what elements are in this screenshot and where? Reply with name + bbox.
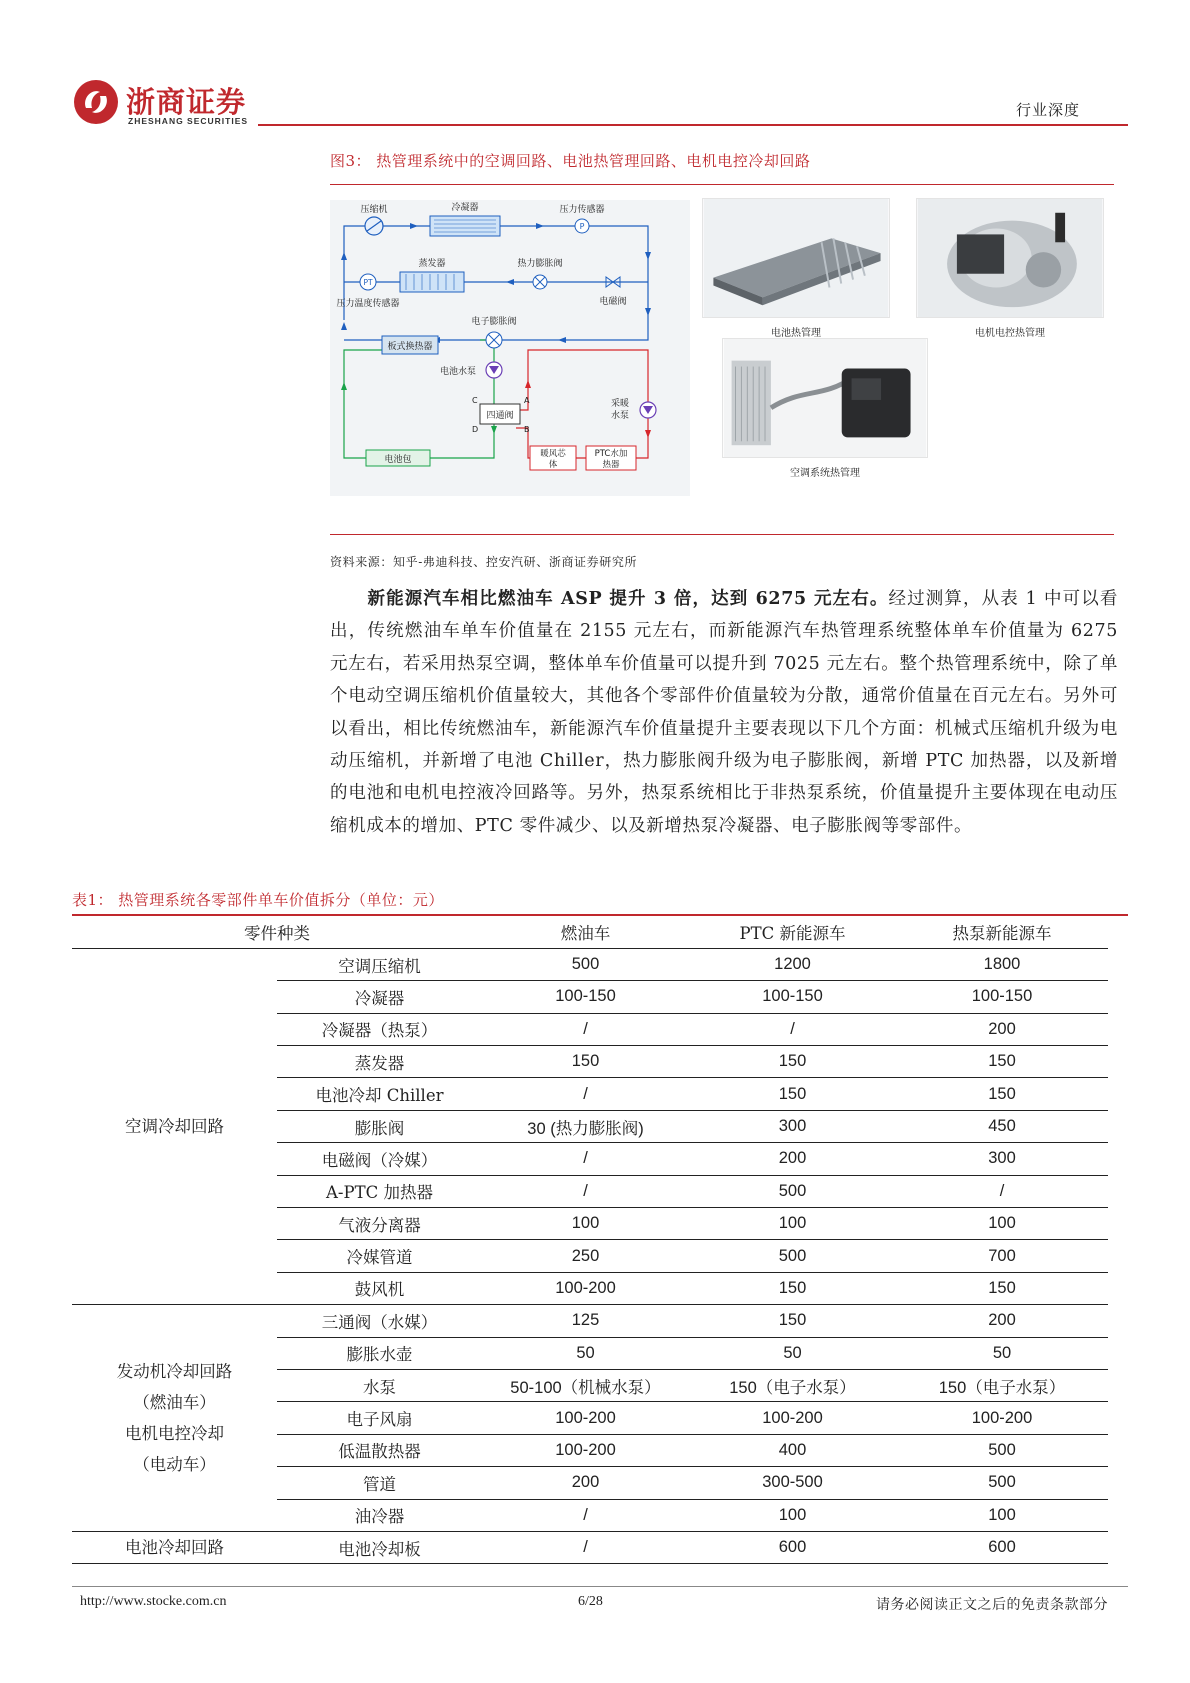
label-heating-pump-2: 水泵 bbox=[610, 411, 630, 421]
value-cell: 200 bbox=[896, 1305, 1108, 1337]
label-ptc-heater-2: 热器 bbox=[602, 460, 620, 470]
table-header-row bbox=[72, 916, 1108, 948]
value-cell: 500 bbox=[482, 948, 689, 980]
value-cell: 50 bbox=[482, 1337, 689, 1369]
value-cell: 150 bbox=[689, 1046, 896, 1078]
label-port-d: D bbox=[472, 425, 479, 434]
value-cell: 100 bbox=[896, 1499, 1108, 1531]
table-body bbox=[72, 948, 1108, 1563]
part-name-cell: A-PTC 加热器 bbox=[277, 1175, 482, 1207]
motor-thermal-photo bbox=[916, 198, 1104, 318]
label-port-a: A bbox=[524, 396, 530, 405]
photo-label-battery: 电池热管理 bbox=[771, 328, 821, 339]
value-cell: 100 bbox=[689, 1208, 896, 1240]
category-cell bbox=[72, 1531, 277, 1563]
value-cell: 700 bbox=[896, 1240, 1108, 1272]
part-name-cell: 管道 bbox=[277, 1467, 482, 1499]
part-name-cell: 鼓风机 bbox=[277, 1272, 482, 1304]
part-name-cell: 电磁阀（冷媒） bbox=[277, 1143, 482, 1175]
table-row bbox=[72, 948, 1108, 980]
label-eev: 电子膨胀阀 bbox=[471, 317, 517, 327]
hvac-thermal-photo bbox=[722, 338, 928, 458]
value-cell: 100-200 bbox=[482, 1272, 689, 1304]
part-name-cell: 蒸发器 bbox=[277, 1046, 482, 1078]
value-cell: 100 bbox=[482, 1208, 689, 1240]
value-cell: 150 bbox=[896, 1046, 1108, 1078]
footer-url[interactable]: http://www.stocke.com.cn bbox=[80, 1594, 227, 1609]
value-cell: 125 bbox=[482, 1305, 689, 1337]
value-cell: 100-150 bbox=[482, 981, 689, 1013]
label-pt: PT bbox=[363, 278, 373, 287]
value-cell: 150 bbox=[482, 1046, 689, 1078]
part-name-cell: 膨胀阀 bbox=[277, 1110, 482, 1142]
photo-label-hvac: 空调系统热管理 bbox=[790, 468, 860, 479]
table-row bbox=[72, 1531, 1108, 1563]
header-divider bbox=[258, 124, 1128, 126]
label-port-c: C bbox=[472, 396, 478, 405]
value-table bbox=[72, 916, 1108, 1564]
value-cell: 200 bbox=[482, 1467, 689, 1499]
table-caption: 表1： 热管理系统各零部件单车价值拆分（单位：元） bbox=[72, 891, 444, 909]
label-four-way-valve: 四通阀 bbox=[486, 411, 514, 421]
label-plate-hx: 板式换热器 bbox=[387, 342, 433, 352]
label-battery-pack: 电池包 bbox=[384, 455, 412, 465]
category-line: 空调冷却回路 bbox=[125, 1117, 224, 1137]
part-name-cell: 膨胀水壶 bbox=[277, 1337, 482, 1369]
value-cell: 100-200 bbox=[482, 1434, 689, 1466]
value-cell: 100-150 bbox=[689, 981, 896, 1013]
part-name-cell: 电池冷却 Chiller bbox=[277, 1078, 482, 1110]
figure-source: 资料来源：知乎-弗迪科技、控安汽研、浙商证券研究所 bbox=[330, 555, 638, 569]
label-txv: 热力膨胀阀 bbox=[517, 259, 563, 269]
figure-area bbox=[330, 198, 1114, 528]
value-cell: 400 bbox=[689, 1434, 896, 1466]
category-line: 电池冷却回路 bbox=[125, 1538, 224, 1558]
value-cell: 300 bbox=[896, 1143, 1108, 1175]
header-ice: 燃油车 bbox=[482, 916, 689, 948]
value-cell: 100 bbox=[689, 1499, 896, 1531]
value-cell: / bbox=[482, 1499, 689, 1531]
page-number: 6/28 bbox=[578, 1594, 603, 1609]
value-cell: 600 bbox=[896, 1531, 1108, 1563]
label-battery-pump: 电池水泵 bbox=[439, 367, 477, 377]
value-cell: / bbox=[896, 1175, 1108, 1207]
value-cell: 300 bbox=[689, 1110, 896, 1142]
value-cell: 100-200 bbox=[482, 1402, 689, 1434]
value-cell: / bbox=[482, 1078, 689, 1110]
label-solenoid: 电磁阀 bbox=[599, 297, 627, 307]
value-cell: / bbox=[482, 1013, 689, 1045]
label-evaporator: 蒸发器 bbox=[418, 259, 446, 269]
category-line: （电动车） bbox=[133, 1455, 216, 1475]
battery-thermal-photo bbox=[702, 198, 890, 318]
value-cell: / bbox=[482, 1531, 689, 1563]
value-cell: 100-200 bbox=[689, 1402, 896, 1434]
part-name-cell: 油冷器 bbox=[277, 1499, 482, 1531]
part-name-cell: 三通阀（水媒） bbox=[277, 1305, 482, 1337]
category-line: （燃油车） bbox=[133, 1393, 216, 1413]
footer-disclaimer: 请务必阅读正文之后的免责条款部分 bbox=[876, 1597, 1108, 1613]
figure-bottom-divider bbox=[330, 534, 1114, 535]
value-cell: 150 bbox=[896, 1272, 1108, 1304]
label-pressure-sensor: 压力传感器 bbox=[559, 205, 605, 215]
report-type-tag: 行业深度 bbox=[1015, 101, 1080, 119]
category-line: 电机电控冷却 bbox=[125, 1424, 224, 1444]
part-name-cell: 冷凝器 bbox=[277, 981, 482, 1013]
value-cell: / bbox=[689, 1013, 896, 1045]
value-cell: / bbox=[482, 1143, 689, 1175]
part-name-cell: 气液分离器 bbox=[277, 1208, 482, 1240]
label-pt-sensor: 压力温度传感器 bbox=[336, 299, 400, 309]
body-paragraph bbox=[330, 583, 1118, 842]
part-name-cell: 冷媒管道 bbox=[277, 1240, 482, 1272]
value-cell: 150 bbox=[896, 1078, 1108, 1110]
photo-label-motor: 电机电控热管理 bbox=[975, 328, 1045, 339]
value-cell: 450 bbox=[896, 1110, 1108, 1142]
value-cell: 50-100（机械水泵） bbox=[482, 1369, 689, 1401]
brand-mark-icon bbox=[72, 78, 120, 126]
value-cell: 500 bbox=[689, 1175, 896, 1207]
brand-name-cn: 浙商证券 bbox=[126, 85, 247, 119]
label-heater-core-2: 体 bbox=[548, 460, 558, 470]
value-cell: 200 bbox=[689, 1143, 896, 1175]
figure-top-divider bbox=[330, 184, 1114, 185]
part-name-cell: 冷凝器（热泵） bbox=[277, 1013, 482, 1045]
value-cell: 150 bbox=[689, 1305, 896, 1337]
value-cell: 150 bbox=[689, 1078, 896, 1110]
value-cell: 100-200 bbox=[896, 1402, 1108, 1434]
label-compressor: 压缩机 bbox=[360, 205, 388, 215]
part-name-cell: 电池冷却板 bbox=[277, 1531, 482, 1563]
value-cell: 600 bbox=[689, 1531, 896, 1563]
value-cell: 150（电子水泵） bbox=[689, 1369, 896, 1401]
value-cell: 500 bbox=[689, 1240, 896, 1272]
value-cell: 1200 bbox=[689, 948, 896, 980]
value-cell: 30 (热力膨胀阀) bbox=[482, 1110, 689, 1142]
footer-divider bbox=[72, 1586, 1128, 1587]
part-name-cell: 水泵 bbox=[277, 1369, 482, 1401]
paragraph-lead: 新能源汽车相比燃油车 ASP 提升 3 倍，达到 6275 元左右。 bbox=[367, 589, 889, 609]
part-name-cell: 电子风扇 bbox=[277, 1402, 482, 1434]
label-ptc-heater-1: PTC水加 bbox=[594, 449, 628, 459]
paragraph-body: 经过测算，从表 1 中可以看出，传统燃油车单车价值量在 2155 元左右，而新能源汽车热管理系统整体单车价值量为 6275 元左右，若采用热泵空调，整体单车价值量可以提升到 7025 元左右。整个热管理系统中，除了单个电动空调压缩机价值量较大，其他各个零部件价值量较为分散，通常价值量在百元左右。另外可以看出，相比传统燃油车，新能源汽车价值量提升主要表现以下几个方面：机械式压缩机升级为电动压缩机，并新增了电池 Chiller，热力膨胀阀升级为电子膨胀阀，新增 PTC 加热器，以及新增的电池和电机电控液冷回路等。另外，热泵系统相比于非热泵系统，价值量提升主要体现在电动压缩机成本的增加、PTC 零件减少、以及新增热泵冷凝器、电子膨胀阀等零部件。 bbox=[330, 589, 1118, 836]
category-line: 发动机冷却回路 bbox=[116, 1362, 233, 1382]
value-cell: 100 bbox=[896, 1208, 1108, 1240]
value-cell: 50 bbox=[896, 1337, 1108, 1369]
label-condenser: 冷凝器 bbox=[451, 203, 479, 213]
header-part-type: 零件种类 bbox=[72, 916, 482, 948]
value-cell: 100-150 bbox=[896, 981, 1108, 1013]
header-ptc-ev: PTC 新能源车 bbox=[689, 916, 896, 948]
label-heating-pump-1: 采暖 bbox=[610, 399, 630, 409]
value-cell: 150 bbox=[689, 1272, 896, 1304]
label-port-b: B bbox=[524, 425, 530, 434]
value-cell: 500 bbox=[896, 1434, 1108, 1466]
value-cell: 500 bbox=[896, 1467, 1108, 1499]
table-row bbox=[72, 1305, 1108, 1337]
value-cell: 50 bbox=[689, 1337, 896, 1369]
thermal-loop-diagram bbox=[330, 200, 690, 496]
brand-logo bbox=[72, 78, 262, 128]
label-p: P bbox=[579, 222, 585, 231]
header-hp-ev: 热泵新能源车 bbox=[896, 916, 1108, 948]
value-cell: 1800 bbox=[896, 948, 1108, 980]
value-cell: 150（电子水泵） bbox=[896, 1369, 1108, 1401]
value-cell: / bbox=[482, 1175, 689, 1207]
value-cell: 200 bbox=[896, 1013, 1108, 1045]
category-cell bbox=[72, 948, 277, 1304]
figure-caption: 图3： 热管理系统中的空调回路、电池热管理回路、电机电控冷却回路 bbox=[330, 152, 811, 170]
label-heater-core-1: 暖风芯 bbox=[540, 449, 566, 459]
category-cell bbox=[72, 1305, 277, 1532]
brand-name-en: ZHESHANG SECURITIES bbox=[128, 116, 249, 126]
value-cell: 250 bbox=[482, 1240, 689, 1272]
value-cell: 300-500 bbox=[689, 1467, 896, 1499]
part-name-cell: 低温散热器 bbox=[277, 1434, 482, 1466]
part-name-cell: 空调压缩机 bbox=[277, 948, 482, 980]
